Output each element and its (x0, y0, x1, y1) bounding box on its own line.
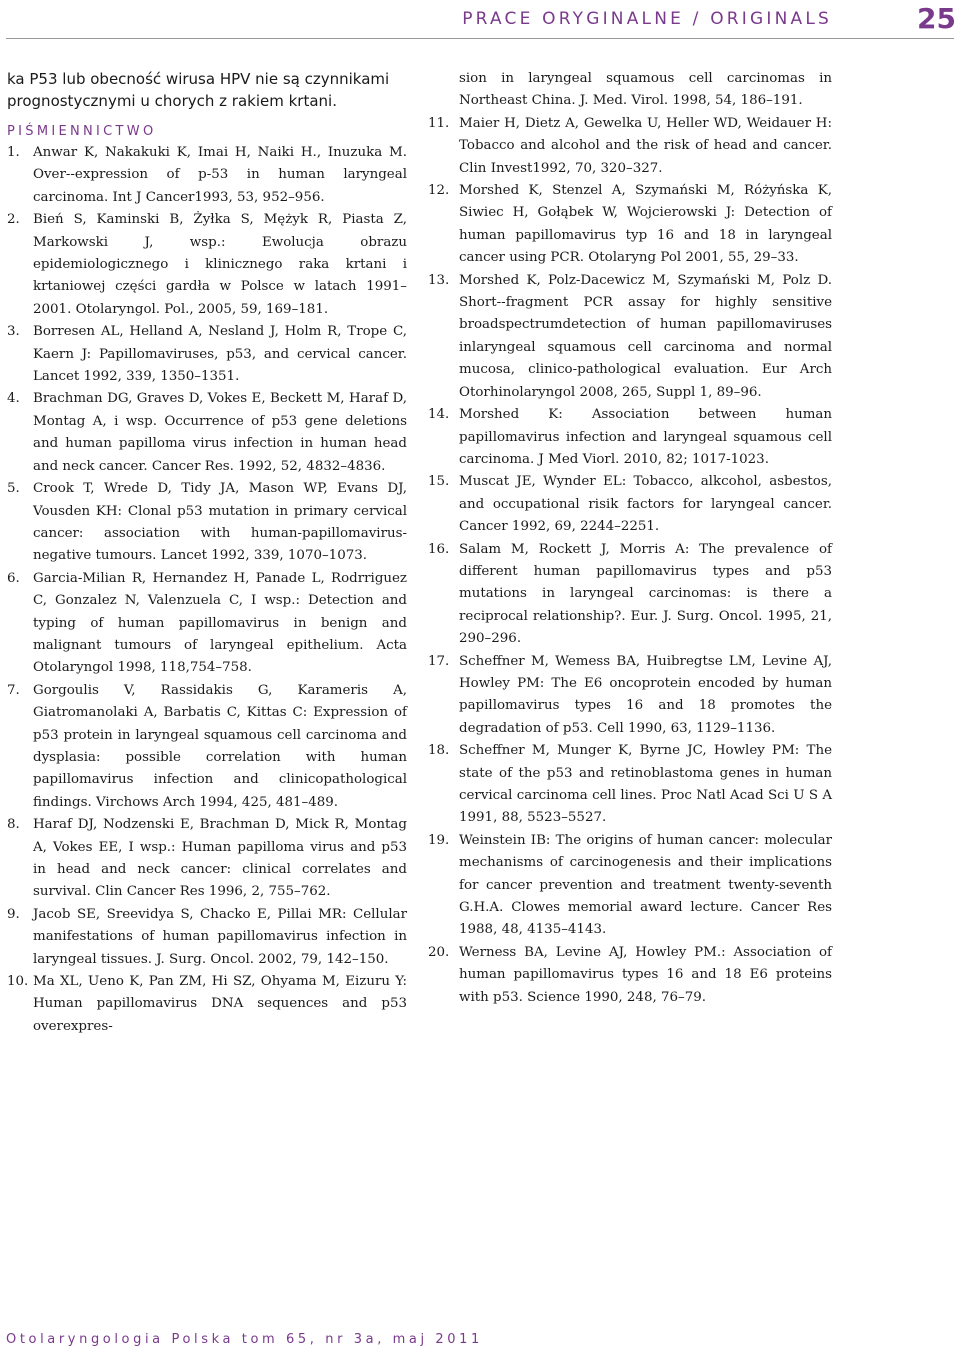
reference-text: Morshed K, Polz-Dacewicz M, Szymański M, Polz D. Short--fragment PCR assay for highly sensitive broadspectrumdetection of human papillomaviruses inlaryngeal squamous cell carcinoma and normal mucosa, clinico-pathological evaluation. Eur Arch Otorhinolaryngol 2008, 265, Suppl 1, 89–96. (459, 272, 832, 400)
reference-number: 16. (428, 541, 450, 557)
reference-number: 3. (7, 324, 20, 340)
reference-item (428, 740, 832, 830)
reference-item (7, 904, 407, 971)
reference-number: 10. (7, 974, 29, 990)
reference-text: Jacob SE, Sreevidya S, Chacko E, Pillai MR: Cellular manifestations of human papillomavirus infection in laryngeal tissues. J. Surg. Oncol. 2002, 79, 142–150. (33, 906, 407, 967)
reference-text: Crook T, Wrede D, Tidy JA, Mason WP, Evans DJ, Vousden KH: Clonal p53 mutation in primary cervical cancer: association with human-papillomavirus-negative tumours. Lancet 1992, 339, 1070–1073. (33, 481, 407, 564)
reference-text: Ma XL, Ueno K, Pan ZM, Hi SZ, Ohyama M, Eizuru Y: Human papillomavirus DNA sequences and p53 overexpres- (33, 974, 407, 1034)
reference-number: 2. (7, 212, 20, 228)
reference-text: Gorgoulis V, Rassidakis G, Karameris A, Giatromanolaki A, Barbatis C, Kittas C: Expression of p53 protein in laryngeal squamous cell carcinoma and dysplasia: possible correlation with human papillomavirus infection and clinicopathological findings. Virchows Arch 1994, 425, 481–489. (33, 682, 407, 810)
reference-number: 5. (7, 481, 20, 497)
reference-item (7, 814, 407, 904)
reference-item (7, 568, 407, 680)
reference-number: 8. (7, 817, 20, 833)
right-column (428, 68, 832, 1009)
page-header (0, 0, 960, 40)
reference-item (7, 142, 407, 209)
reference-item (428, 942, 832, 1009)
references-heading: PIŚMIENNICTWO (7, 124, 157, 139)
reference-number: 1. (7, 145, 20, 160)
reference-item (7, 321, 407, 388)
reference-item (7, 209, 407, 321)
reference-number: 12. (428, 183, 450, 199)
reference-text: Brachman DG, Graves D, Vokes E, Beckett M, Haraf D, Montag A, i wsp. Occurrence of p53 gene deletions and human papilloma virus infection in human head and neck cancer. Cancer Res. 1992, 52, 4832–4836. (33, 391, 407, 474)
reference-number: 13. (428, 272, 450, 288)
references-list-right (428, 113, 832, 1009)
reference-number: 19. (428, 832, 450, 848)
reference-item (7, 478, 407, 568)
reference-number: 4. (7, 391, 20, 407)
reference-text: Maier H, Dietz A, Gewelka U, Heller WD, Weidauer H: Tobacco and alcohol and the risk of head and cancer. Clin Invest1992, 70, 320–327. (459, 115, 832, 176)
left-column (7, 68, 407, 1038)
intro-paragraph: ka P53 lub obecność wirusa HPV nie są czynnikami prognostycznymi u chorych z rakiem krtani. (7, 70, 390, 110)
reference-item (7, 971, 407, 1038)
reference-item (428, 651, 832, 741)
reference-item (428, 180, 832, 270)
reference-number: 18. (428, 743, 450, 759)
header-divider (6, 38, 954, 39)
reference-item (7, 388, 407, 478)
reference-number: 15. (428, 474, 450, 490)
reference-item (428, 113, 832, 180)
reference-text: Weinstein IB: The origins of human cancer: molecular mechanisms of carcinogenesis and their implications for cancer prevention and treatment twenty-seventh G.H.A. Clowes memorial award lecture. Cancer Res 1988, 48, 4135–4143. (459, 832, 832, 938)
reference-item (7, 680, 407, 814)
reference-text: Werness BA, Levine AJ, Howley PM.: Association of human papillomavirus types 16 and 18 E6 proteins with p53. Science 1990, 248, 76–79. (459, 944, 832, 1005)
reference-text: Garcia-Milian R, Hernandez H, Panade L, Rodrriguez C, Gonzalez N, Valenzuela C, I wsp.: Detection and typing of human papillomavirus in benign and malignant tumours of laryngeal epithelium. Acta Otolaryngol 1998, 118,754–758. (33, 570, 407, 676)
reference-item (428, 539, 832, 651)
reference-number: 17. (428, 653, 450, 669)
reference-text: Scheffner M, Wemess BA, Huibregtse LM, Levine AJ, Howley PM: The E6 oncoprotein encoded by human papillomavirus types 16 and 18 promotes the degradation of p53. Cell 1990, 63, 1129–1136. (459, 653, 832, 736)
journal-footer: Otolaryngologia Polska tom 65, nr 3a, maj 2011 (6, 1332, 483, 1347)
references-list-left (7, 142, 407, 1038)
reference-text: Morshed K, Stenzel A, Szymański M, Różyńska K, Siwiec H, Gołąbek W, Wojcierowski J: Detection of human papillomavirus typ 16 and 18 in laryngeal cancer using PCR. Otolaryng Pol 2001, 55, 29–33. (459, 183, 832, 266)
reference-text: Muscat JE, Wynder EL: Tobacco, alkcohol, asbestos, and occupational risik factors for laryngeal cancer. Cancer 1992, 69, 2244–2251. (459, 474, 832, 535)
reference-number: 7. (7, 682, 20, 698)
reference-item (428, 270, 832, 404)
reference-number: 14. (428, 407, 450, 423)
section-title: PRACE ORYGINALNE / ORIGINALS (462, 9, 832, 29)
reference-item (428, 830, 832, 942)
reference-text: Salam M, Rockett J, Morris A: The prevalence of different human papillomavirus types and p53 mutations in laryngeal carcinomas: is there a reciprocal relationship?. Eur. J. Surg. Oncol. 1995, 21, 290–296. (459, 541, 832, 647)
reference-item (428, 471, 832, 538)
page-number: 25 (917, 2, 956, 35)
reference-number: 11. (428, 115, 450, 131)
reference-text: Scheffner M, Munger K, Byrne JC, Howley PM: The state of the p53 and retinoblastoma genes in human cervical carcinoma cell lines. Proc Natl Acad Sci U S A 1991, 88, 5523–5527. (459, 743, 832, 826)
reference-text: Haraf DJ, Nodzenski E, Brachman D, Mick R, Montag A, Vokes EE, I wsp.: Human papilloma virus and p53 in head and neck cancer: clinical correlates and survival. Clin Cancer Res 1996, 2, 755–762. (33, 817, 407, 900)
reference-text: Morshed K: Association between human papillomavirus infection and laryngeal squamous cell carcinoma. J Med Viorl. 2010, 82; 1017-1023. (459, 407, 832, 467)
reference-number: 6. (7, 570, 20, 586)
reference-text: Anwar K, Nakakuki K, Imai H, Naiki H., Inuzuka M. Over--expression of p-53 in human laryngeal carcinoma. Int J Cancer1993, 53, 952–956. (33, 145, 407, 205)
reference-text: Borresen AL, Helland A, Nesland J, Holm R, Trope C, Kaern J: Papillomaviruses, p53, and cervical cancer. Lancet 1992, 339, 1350–1351. (33, 324, 407, 385)
reference-item (428, 404, 832, 471)
reference-continuation: sion in laryngeal squamous cell carcinomas in Northeast China. J. Med. Virol. 1998, 54, 186–191. (459, 71, 832, 109)
reference-number: 9. (7, 906, 20, 922)
reference-text: Bień S, Kaminski B, Żyłka S, Mężyk R, Piasta Z, Markowski J, wsp.: Ewolucja obrazu epidemiologicznego i klinicznego raka krtani i krtaniowej części gardła w Polsce w latach 1991–2001. Otolaryngol. Pol., 2005, 59, 169–181. (33, 212, 407, 317)
reference-number: 20. (428, 944, 450, 960)
